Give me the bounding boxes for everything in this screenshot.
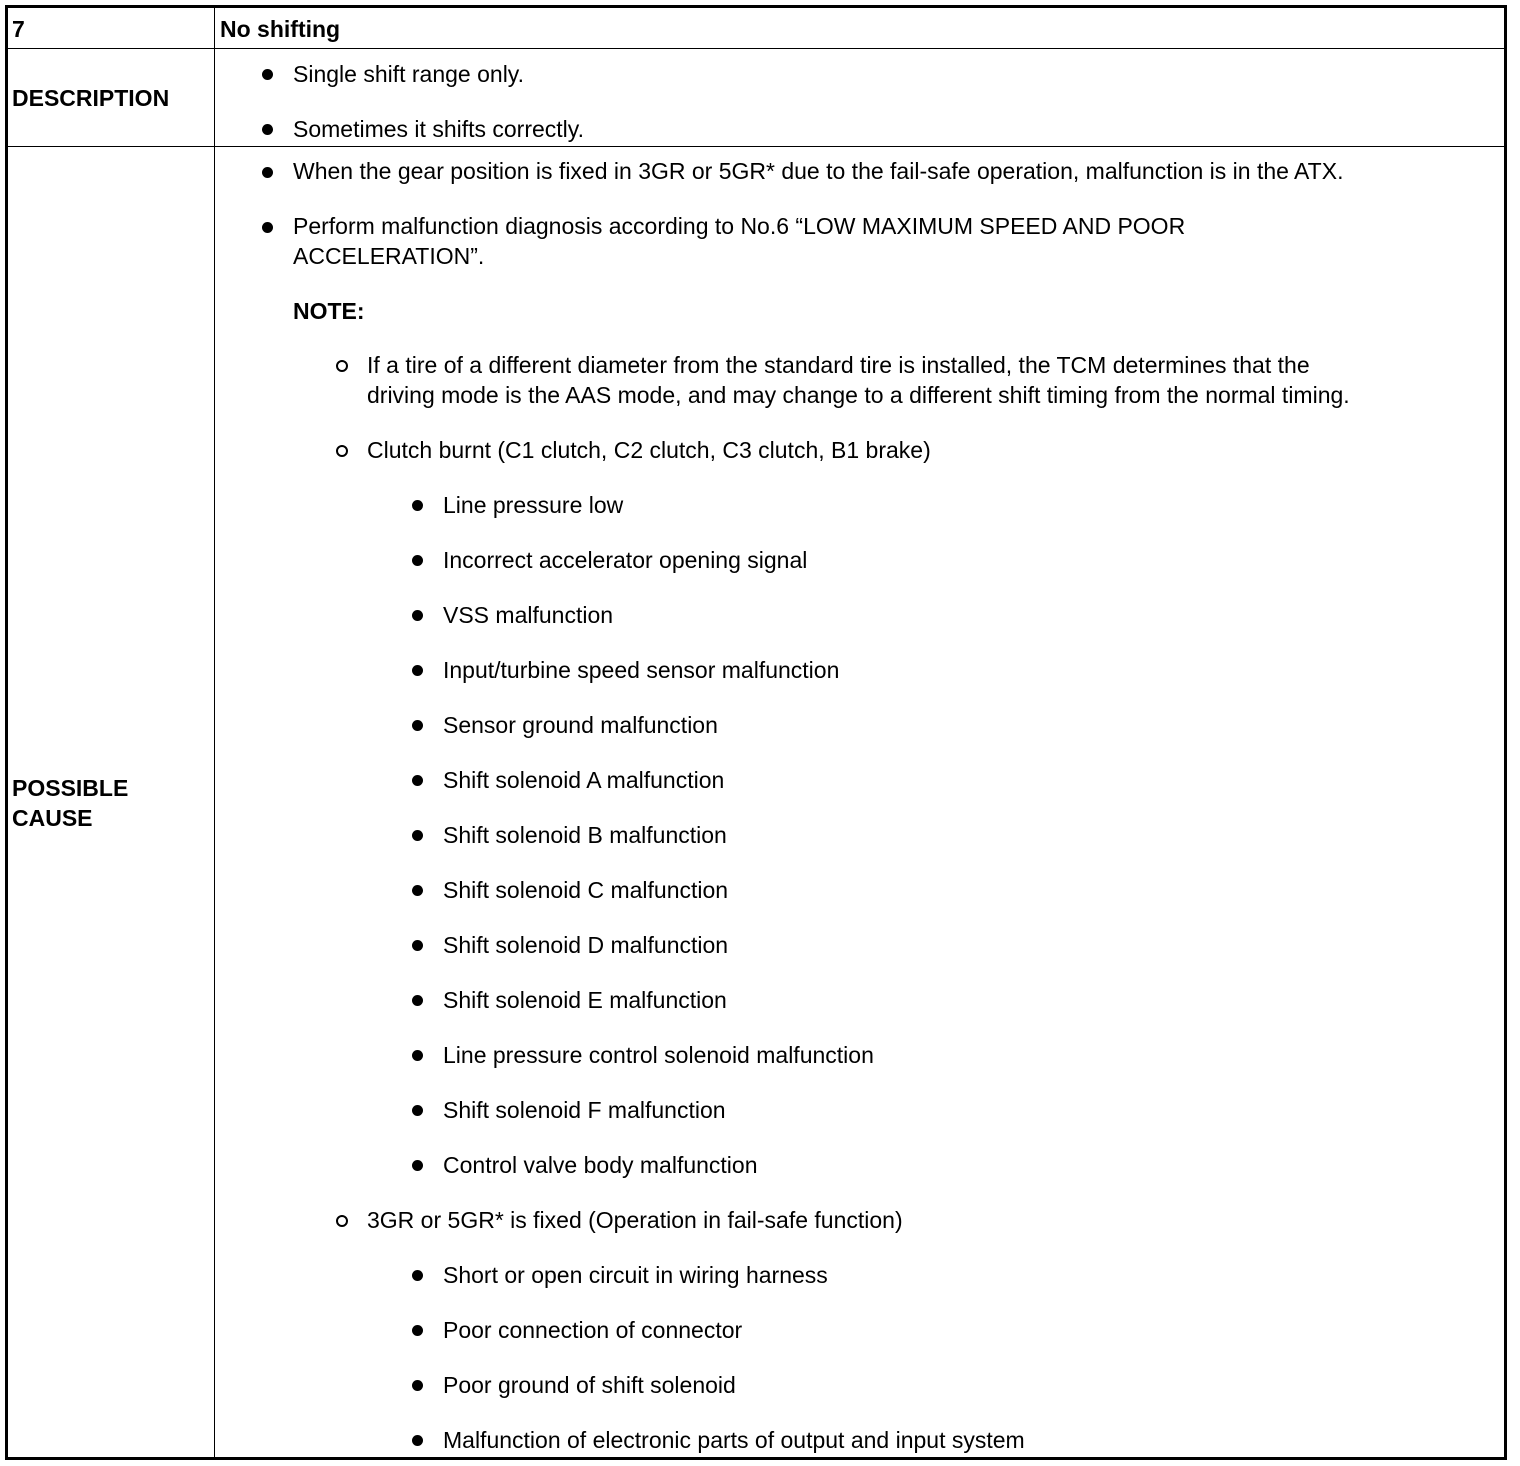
bullet-icon — [412, 830, 423, 841]
possible-cause-label: POSSIBLE — [12, 775, 129, 801]
note-item: 3GR or 5GR* is fixed (Operation in fail-safe function) — [367, 1207, 903, 1233]
circle-bullet-icon — [336, 360, 348, 372]
description-item: Single shift range only. — [293, 61, 524, 87]
note-item: driving mode is the AAS mode, and may change to a different shift timing from the normal timing. — [367, 382, 1350, 408]
bullet-icon — [412, 1325, 423, 1336]
bullet-icon — [262, 222, 273, 233]
sub-cause-item: Incorrect accelerator opening signal — [443, 547, 808, 573]
sub-cause-item: Malfunction of electronic parts of output and input system — [443, 1427, 1025, 1453]
sub-cause-item: Shift solenoid B malfunction — [443, 822, 727, 848]
circle-bullet-icon — [336, 445, 348, 457]
sub-cause-item: Shift solenoid C malfunction — [443, 877, 729, 903]
diagnosis-table — [5, 5, 1507, 1460]
sub-cause-item: Poor ground of shift solenoid — [443, 1372, 736, 1398]
sub-cause-item: Input/turbine speed sensor malfunction — [443, 657, 840, 683]
note-label: NOTE: — [293, 298, 365, 324]
possible-cause-label: CAUSE — [12, 805, 93, 831]
sub-cause-item: Shift solenoid A malfunction — [443, 767, 725, 793]
bullet-icon — [412, 1050, 423, 1061]
row-divider — [8, 48, 1504, 49]
sub-cause-item: Poor connection of connector — [443, 1317, 743, 1343]
bullet-icon — [412, 500, 423, 511]
note-item: If a tire of a different diameter from the standard tire is installed, the TCM determines that the — [367, 352, 1310, 378]
bullet-icon — [262, 124, 273, 135]
sub-cause-item: Shift solenoid D malfunction — [443, 932, 729, 958]
bullet-icon — [412, 1380, 423, 1391]
note-item: Clutch burnt (C1 clutch, C2 clutch, C3 clutch, B1 brake) — [367, 437, 931, 463]
bullet-icon — [262, 167, 273, 178]
sub-cause-item: Shift solenoid E malfunction — [443, 987, 727, 1013]
step-title: No shifting — [220, 16, 341, 42]
bullet-icon — [412, 1435, 423, 1446]
cause-item: When the gear position is fixed in 3GR or 5GR* due to the fail-safe operation, malfunction is in the ATX. — [293, 158, 1344, 184]
bullet-icon — [412, 1270, 423, 1281]
bullet-icon — [412, 995, 423, 1006]
bullet-icon — [412, 885, 423, 896]
bullet-icon — [412, 940, 423, 951]
step-number: 7 — [12, 16, 25, 42]
sub-cause-item: Line pressure low — [443, 492, 624, 518]
bullet-icon — [412, 610, 423, 621]
sub-cause-item: Sensor ground malfunction — [443, 712, 718, 738]
sub-cause-item: VSS malfunction — [443, 602, 614, 628]
cause-item: Perform malfunction diagnosis according to No.6 “LOW MAXIMUM SPEED AND POOR — [293, 213, 1186, 239]
bullet-icon — [412, 665, 423, 676]
sub-cause-item: Control valve body malfunction — [443, 1152, 758, 1178]
sub-cause-item: Short or open circuit in wiring harness — [443, 1262, 828, 1288]
sub-cause-item: Line pressure control solenoid malfunction — [443, 1042, 874, 1068]
circle-bullet-icon — [336, 1215, 348, 1227]
sub-cause-item: Shift solenoid F malfunction — [443, 1097, 726, 1123]
description-item: Sometimes it shifts correctly. — [293, 116, 584, 142]
description-label: DESCRIPTION — [12, 85, 170, 111]
bullet-icon — [412, 1160, 423, 1171]
bullet-icon — [412, 555, 423, 566]
bullet-icon — [262, 69, 273, 80]
column-divider — [214, 8, 215, 1457]
row-divider — [8, 146, 1504, 147]
bullet-icon — [412, 720, 423, 731]
bullet-icon — [412, 1105, 423, 1116]
bullet-icon — [412, 775, 423, 786]
cause-item: ACCELERATION”. — [293, 243, 485, 269]
